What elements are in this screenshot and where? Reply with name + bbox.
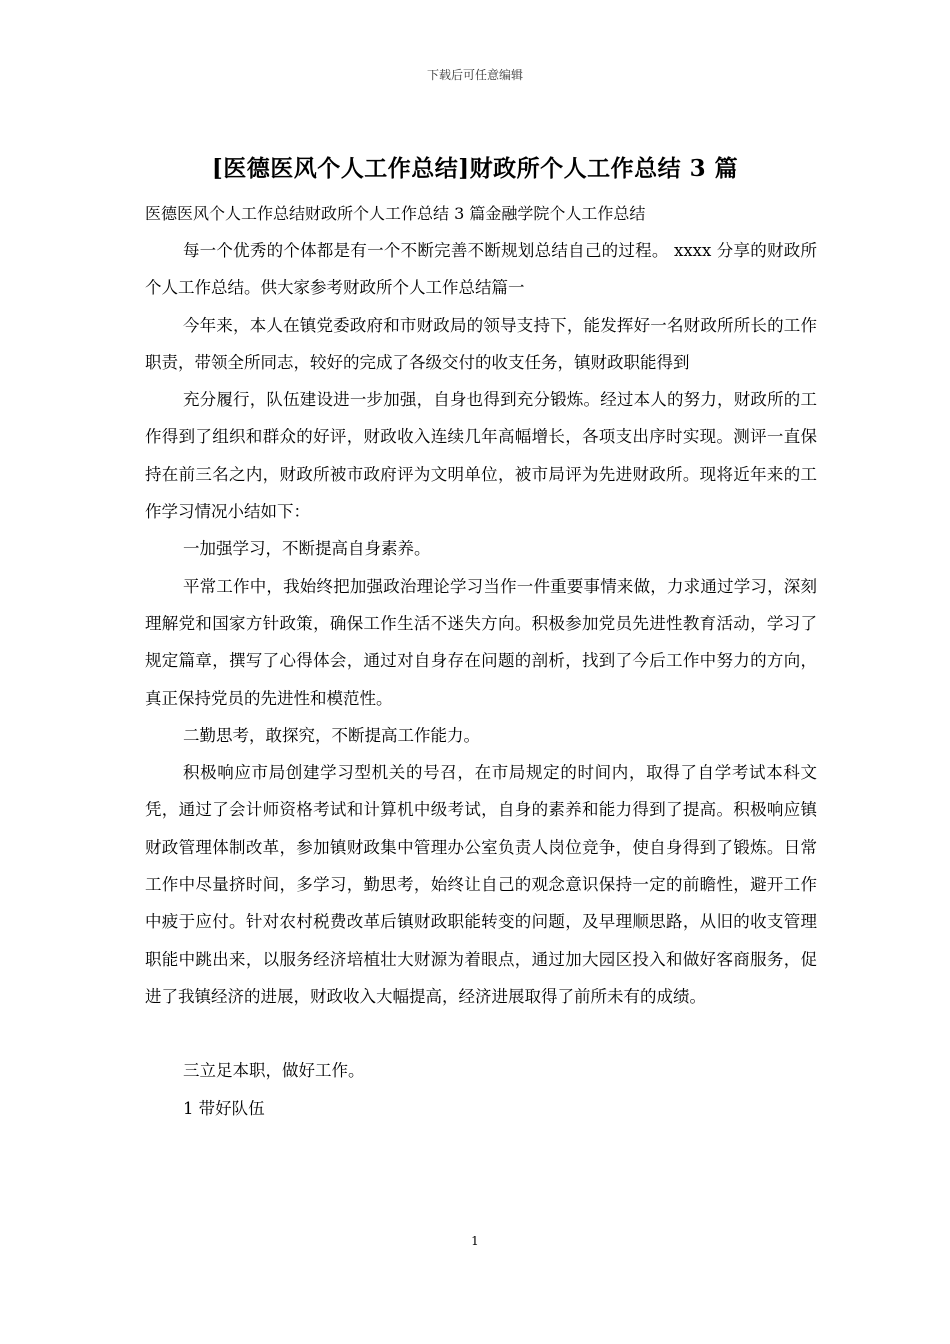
paragraph-ability: 积极响应市局创建学习型机关的号召，在市局规定的时间内，取得了自学考试本科文凭，通过了会计师资格考试和计算机中级考试，自身的素养和能力得到了提高。积极响应镇财政管理体制改革，参加镇财政集中管理办公室负责人岗位竞争，使自身得到了锻炼。日常工作中尽量挤时间，多学习，勤思考，始终让自己的观念意识保持一定的前瞻性，避开工作中疲于应付。针对农村税费改革后镇财政职能转变的问题，及早理顺思路，从旧的收支管理职能中跳出来，以服务经济培植壮大财源为着眼点，通过加大园区投入和做好客商服务，促进了我镇经济的进展，财政收入大幅提高，经济进展取得了前所未有的成绩。 [145, 763, 817, 1006]
document-title: [医德医风个人工作总结]财政所个人工作总结 3 篇 [211, 155, 739, 182]
subsection-heading-1: 1 带好队伍 [182, 1098, 265, 1118]
paragraph-study: 平常工作中，我始终把加强政治理论学习当作一件重要事情来做，力求通过学习，深刻理解党和国家方针政策，确保工作生活不迷失方向。积极参加党员先进性教育活动，学习了规定篇章，撰写了心得体会，通过对自身存在问题的剖析，找到了今后工作中努力的方向，真正保持党员的先进性和模范性。 [145, 576, 817, 708]
section-heading-2: 二勤思考，敢探究，不断提高工作能力。 [182, 725, 480, 745]
paragraph-intro: 每一个优秀的个体都是有一个不断完善不断规划总结自己的过程。 xxxx 分享的财政所个人工作总结。供大家参考财政所个人工作总结篇一 [145, 241, 817, 298]
paragraph-achievements: 充分履行，队伍建设进一步加强，自身也得到充分锻炼。经过本人的努力，财政所的工作得到了组织和群众的好评，财政收入连续几年高幅增长，各项支出序时实现。测评一直保持在前三名之内，财政所被市政府评为文明单位，被市局评为先进财政所。现将近年来的工作学习情况小结如下： [145, 390, 817, 522]
paragraph-opening: 今年来，本人在镇党委政府和市财政局的领导支持下，能发挥好一名财政所所长的工作职责，带领全所同志，较好的完成了各级交付的收支任务，镇财政职能得到 [145, 315, 817, 372]
document-body [145, 232, 817, 1127]
section-heading-1: 一加强学习，不断提高自身素养。 [182, 539, 431, 559]
section-heading-3: 三立足本职，做好工作。 [182, 1061, 365, 1081]
document-subtitle: 医德医风个人工作总结财政所个人工作总结 3 篇金融学院个人工作总结 [145, 204, 646, 223]
header-note: 下载后可任意编辑 [426, 68, 523, 82]
page-number: 1 [471, 1234, 479, 1248]
